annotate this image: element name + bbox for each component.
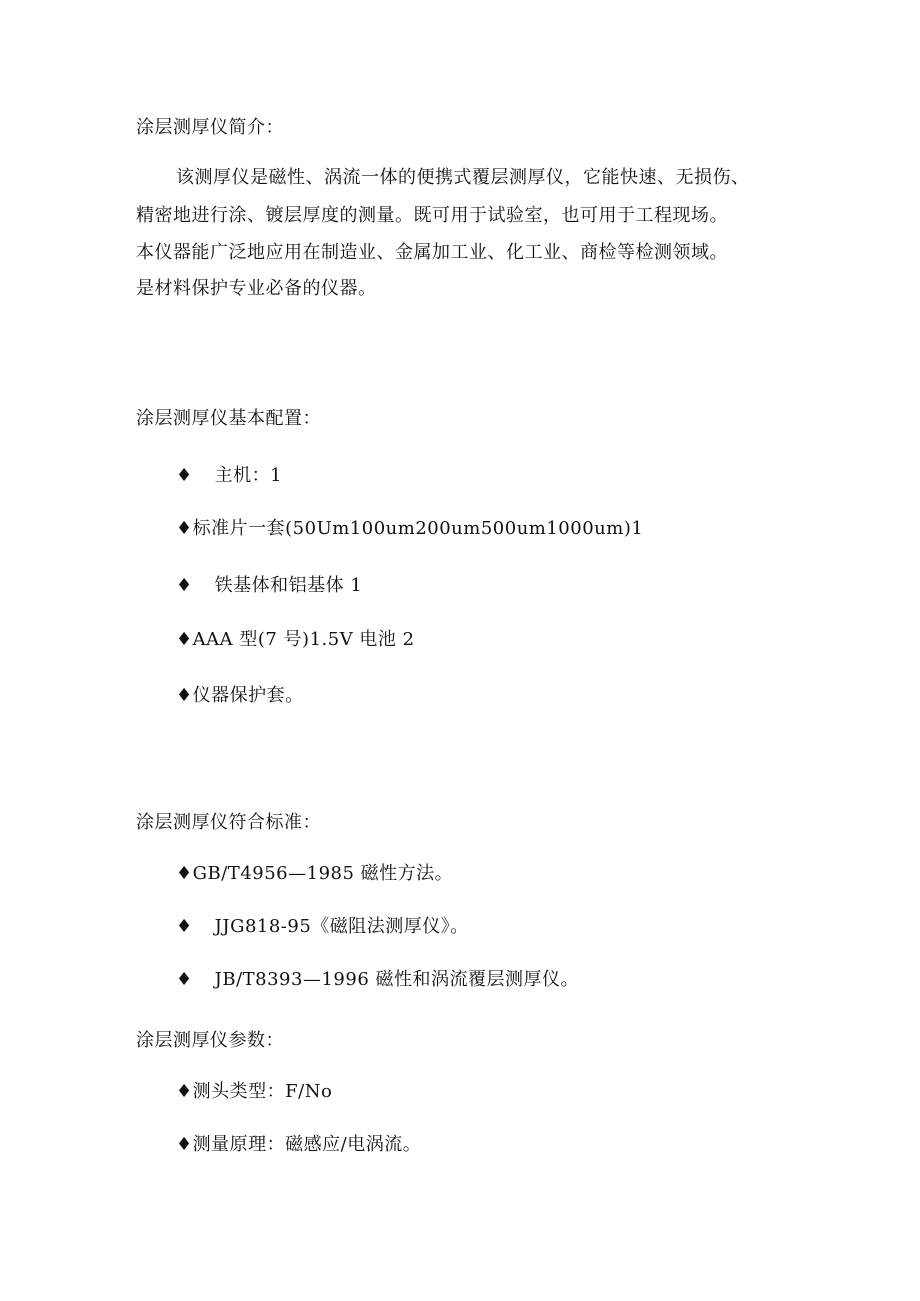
config-item-substrates — [176, 574, 362, 598]
config-item-text: AAA 型(7 号)1.5V 电池 2 — [192, 629, 415, 650]
diamond-bullet-icon: ♦ — [176, 1134, 193, 1155]
intro-paragraph-line-2: 精密地进行涂、镀层厚度的测量。既可用于试验室，也可用于工程现场。 — [136, 205, 728, 226]
config-item-case — [176, 684, 304, 708]
params-item-probe-type — [176, 1080, 332, 1104]
standards-item-text: JJG818-95《磁阻法测厚仪》。 — [214, 916, 469, 937]
standards-item-jb — [176, 968, 579, 992]
intro-paragraph-line-4: 是材料保护专业必备的仪器。 — [136, 278, 377, 299]
diamond-bullet-icon: ♦ — [176, 685, 193, 706]
diamond-bullet-icon: ♦ — [176, 465, 193, 486]
diamond-bullet-icon: ♦ — [176, 629, 193, 650]
intro-paragraph-line-1: 该测厚仪是磁性、涡流一体的便携式覆层测厚仪，它能快速、无损伤、 — [176, 167, 750, 188]
params-item-text: 测头类型：F/No — [192, 1081, 333, 1102]
standards-item-gb — [176, 862, 453, 886]
config-item-text: 标准片一套(50Um100um200um500um1000um)1 — [192, 518, 644, 539]
config-item-text: 主机：1 — [214, 465, 283, 486]
standards-heading: 涂层测厚仪符合标准： — [136, 812, 321, 833]
params-heading: 涂层测厚仪参数： — [136, 1030, 284, 1051]
config-item-battery — [176, 628, 415, 652]
intro-paragraph-line-3: 本仪器能广泛地应用在制造业、金属加工业、化工业、商检等检测领域。 — [136, 242, 728, 263]
diamond-bullet-icon: ♦ — [176, 969, 193, 990]
params-item-text: 测量原理：磁感应/电涡流。 — [192, 1134, 422, 1155]
diamond-bullet-icon: ♦ — [176, 916, 193, 937]
standards-item-jjg — [176, 915, 469, 939]
config-item-standard-sheets — [176, 517, 643, 541]
diamond-bullet-icon: ♦ — [176, 518, 193, 539]
intro-heading: 涂层测厚仪简介： — [136, 117, 284, 138]
config-heading: 涂层测厚仪基本配置： — [136, 408, 321, 429]
standards-item-text: GB/T4956—1985 磁性方法。 — [192, 863, 454, 884]
config-item-text: 铁基体和铝基体 1 — [214, 575, 363, 596]
standards-item-text: JB/T8393—1996 磁性和涡流覆层测厚仪。 — [214, 969, 579, 990]
config-item-text: 仪器保护套。 — [192, 685, 304, 706]
diamond-bullet-icon: ♦ — [176, 575, 193, 596]
diamond-bullet-icon: ♦ — [176, 1081, 193, 1102]
config-item-host — [176, 464, 282, 488]
diamond-bullet-icon: ♦ — [176, 863, 193, 884]
params-item-principle — [176, 1133, 421, 1157]
